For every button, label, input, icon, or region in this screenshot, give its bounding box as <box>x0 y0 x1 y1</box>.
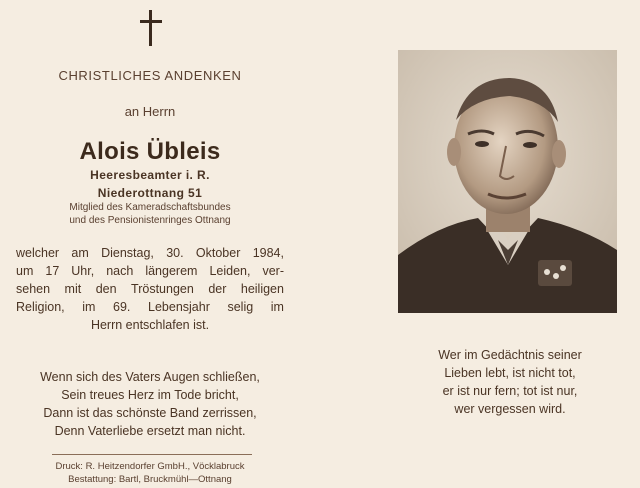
death-notice-line: Herrn entschlafen ist. <box>90 318 210 332</box>
poem-line: Wenn sich des Vaters Augen schließen, <box>40 370 260 384</box>
death-notice <box>16 244 284 334</box>
printer-credit: Druck: R. Heitzendorfer GmbH., Vöcklabruck <box>55 461 245 472</box>
poem-right <box>390 346 630 418</box>
membership-line: Mitglied des Kameradschaftsbundes <box>69 202 231 213</box>
poem-line: Lieben lebt, ist nicht tot, <box>444 366 576 380</box>
cross-icon <box>140 10 162 46</box>
death-notice-line: sehen mit den Tröstungen der heiligen <box>16 282 284 296</box>
divider <box>52 454 252 455</box>
deceased-rank: Heeresbeamter i. R. <box>90 168 210 182</box>
dedication-line: an Herrn <box>124 104 176 119</box>
poem-left <box>16 368 284 440</box>
membership-line: und des Pensionistenringes Ottnang <box>69 215 231 226</box>
death-notice-line: Religion, im 69. Lebensjahr selig im <box>16 300 284 314</box>
portrait-photo <box>398 50 617 313</box>
poem-line: Wer im Gedächtnis seiner <box>438 348 582 362</box>
funeral-credit: Bestattung: Bartl, Bruckmühl—Ottnang <box>68 474 232 485</box>
poem-line: Dann ist das schönste Band zerrissen, <box>43 406 257 420</box>
card-heading: CHRISTLICHES ANDENKEN <box>58 68 242 83</box>
poem-line: er ist nur fern; tot ist nur, <box>442 384 578 398</box>
deceased-address: Niederottnang 51 <box>97 186 203 200</box>
deceased-name: Alois Übleis <box>79 138 221 165</box>
poem-line: Denn Vaterliebe ersetzt man nicht. <box>54 424 246 438</box>
death-notice-line: welcher am Dienstag, 30. Oktober 1984, <box>16 246 284 260</box>
death-notice-line: um 17 Uhr, nach längerem Leiden, ver- <box>16 264 284 278</box>
poem-line: Sein treues Herz im Tode bricht, <box>61 388 239 402</box>
left-panel <box>0 0 300 488</box>
poem-line: wer vergessen wird. <box>454 402 566 416</box>
